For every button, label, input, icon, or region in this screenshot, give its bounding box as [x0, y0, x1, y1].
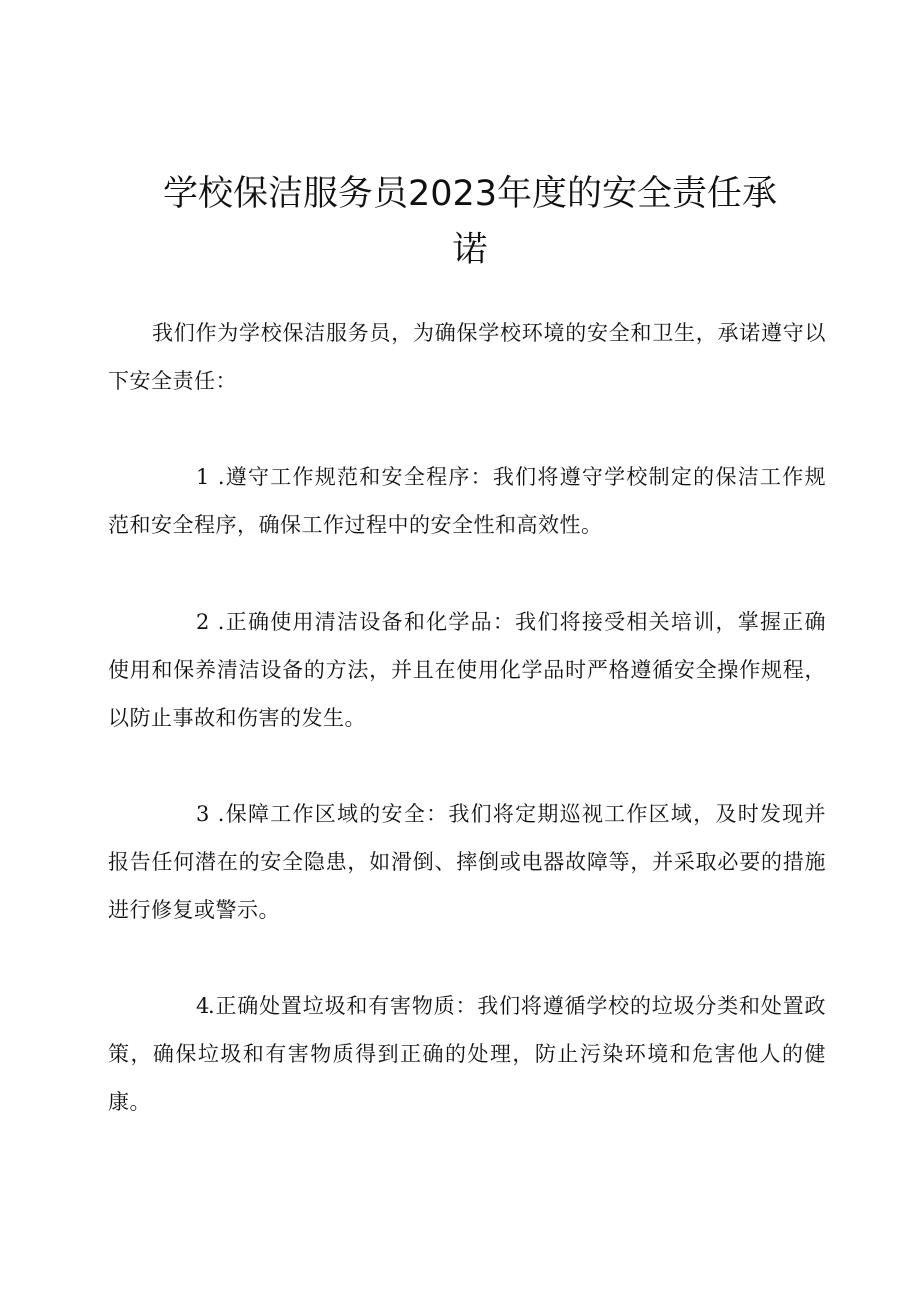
commitment-item-3 [108, 790, 826, 934]
title-line-2: 诺 [452, 230, 488, 270]
item-number: 1 [196, 465, 210, 489]
item-number: 4 [196, 994, 210, 1018]
item-text: .遵守工作规范和安全程序：我们将遵守学校制定的保洁工作规范和安全程序，确保工作过程中的安全性和高效性。 [108, 465, 826, 537]
commitment-item-1 [108, 453, 826, 549]
item-number: 3 [196, 802, 210, 826]
document-title [140, 166, 800, 278]
item-number: 2 [196, 610, 210, 634]
commitment-item-4 [108, 982, 826, 1126]
item-text: .正确使用清洁设备和化学品：我们将接受相关培训，掌握正确使用和保养清洁设备的方法，并且在使用化学品时严格遵循安全操作规程，以防止事故和伤害的发生。 [108, 610, 826, 730]
commitment-item-2 [108, 598, 826, 742]
title-line-1: 学校保洁服务员2023年度的安全责任承 [162, 174, 778, 214]
item-text: .保障工作区域的安全：我们将定期巡视工作区域，及时发现并报告任何潜在的安全隐患，如滑倒、摔倒或电器故障等，并采取必要的措施进行修复或警示。 [108, 802, 826, 922]
intro-paragraph: 我们作为学校保洁服务员，为确保学校环境的安全和卫生，承诺遵守以下安全责任： [108, 321, 826, 393]
item-text: .正确处置垃圾和有害物质：我们将遵循学校的垃圾分类和处置政策，确保垃圾和有害物质得到正确的处理，防止污染环境和危害他人的健康。 [108, 994, 826, 1114]
